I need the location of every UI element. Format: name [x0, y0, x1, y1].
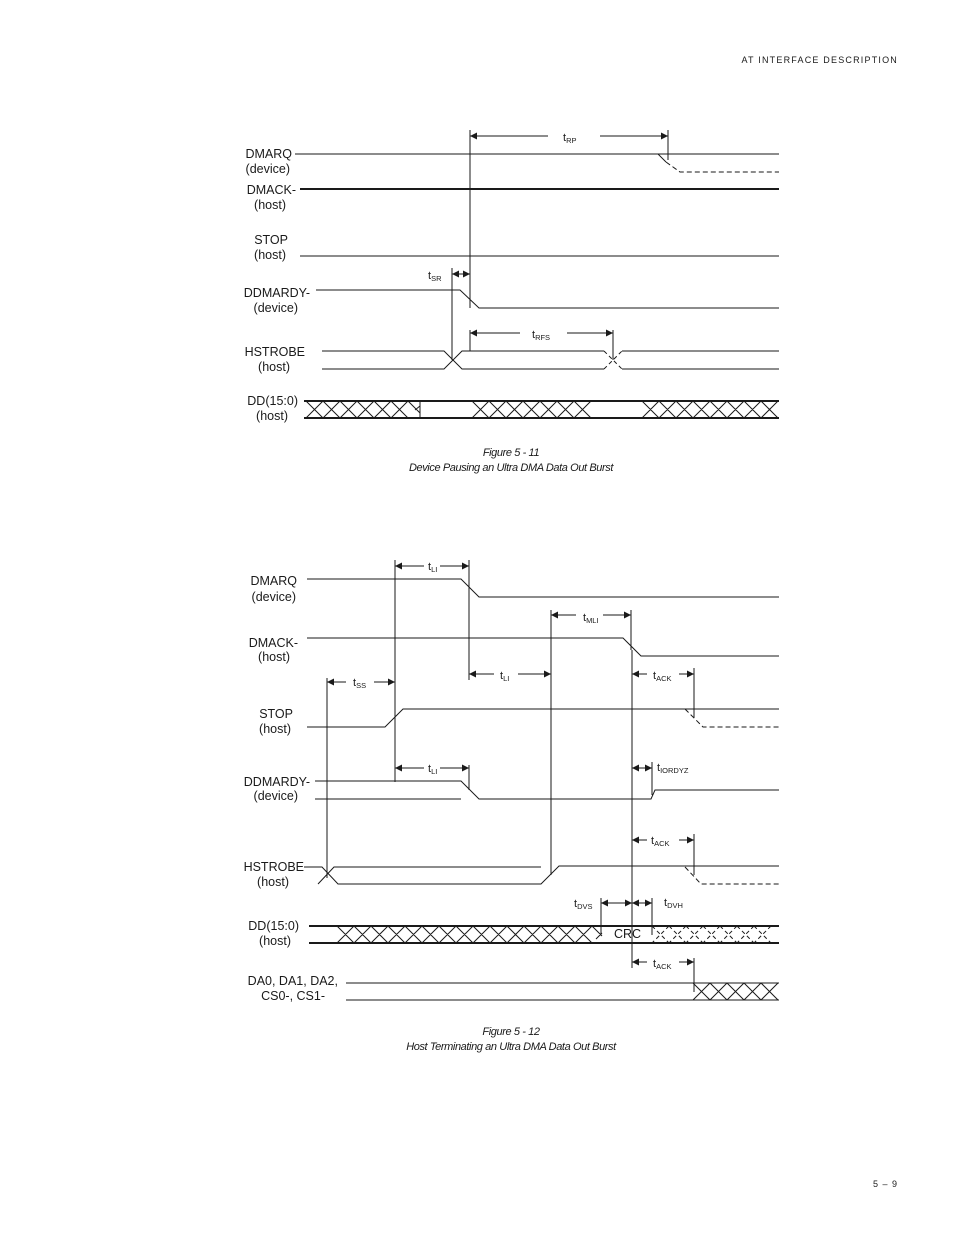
timing-label-trfs: tRFS	[532, 329, 551, 342]
waveform-dd-bus	[304, 401, 779, 418]
timing-label-tdvh: tDVH	[664, 897, 683, 910]
signal-source-dmarq-2: (device)	[251, 590, 296, 604]
waveform-ddmardy-2	[315, 781, 779, 799]
figure-5-12-caption	[0, 1025, 954, 1055]
signal-label-dmack-2: DMACK-	[248, 636, 298, 650]
signal-source-stop-2: (host)	[259, 722, 291, 736]
signal-label-hstrobe-2: HSTROBE	[243, 860, 304, 874]
timing-label-tli-1: tLI	[428, 561, 438, 574]
waveform-dmarq-2	[307, 579, 779, 597]
figure-5-12-diagram	[244, 560, 779, 1003]
signal-source-cs: CS0-, CS1-	[261, 989, 325, 1003]
waveform-stop-2	[307, 709, 779, 727]
timing-label-tack-3: tACK	[653, 958, 672, 971]
signal-source-dd: (host)	[256, 409, 288, 423]
signal-source-hstrobe: (host)	[258, 360, 290, 374]
timing-label-tss: tSS	[353, 677, 367, 690]
signal-source-dd-2: (host)	[259, 934, 291, 948]
figure-5-11-caption	[0, 446, 954, 476]
timing-label-tiordyz: tIORDYZ	[657, 762, 689, 775]
signal-source-ddmardy: (device)	[253, 301, 298, 315]
signal-label-dmack: DMACK-	[246, 183, 296, 197]
figure-5-12-title: Host Terminating an Ultra DMA Data Out Burst	[406, 1041, 616, 1053]
signal-label-stop-2: STOP	[259, 707, 293, 721]
waveform-hstrobe-2	[304, 866, 779, 884]
signal-source-dmarq: (device)	[245, 162, 290, 176]
signal-label-hstrobe: HSTROBE	[244, 345, 305, 359]
timing-label-tli-3: tLI	[428, 763, 438, 776]
waveform-dmack-2	[307, 638, 779, 656]
signal-label-dmarq-2: DMARQ	[250, 574, 297, 588]
waveform-da-cs-bus	[346, 983, 779, 1000]
signal-source-dmack: (host)	[254, 198, 286, 212]
section-header: AT INTERFACE DESCRIPTION	[741, 55, 898, 65]
signal-label-stop: STOP	[254, 233, 288, 247]
figure-5-12-number: Figure 5 - 12	[482, 1026, 540, 1038]
waveform-dd-bus-2	[309, 926, 779, 943]
waveform-ddmardy	[316, 290, 779, 308]
signal-source-dmack-2: (host)	[258, 650, 290, 664]
signal-label-da: DA0, DA1, DA2,	[247, 974, 338, 988]
timing-label-tack-1: tACK	[653, 670, 672, 683]
figure-5-11-number: Figure 5 - 11	[482, 447, 540, 459]
signal-source-stop: (host)	[254, 248, 286, 262]
timing-label-tdvs: tDVS	[574, 898, 593, 911]
waveform-dmarq	[296, 154, 666, 162]
figure-5-11-diagram	[244, 130, 779, 423]
signal-label-dd: DD(15:0)	[247, 394, 298, 408]
signal-label-ddmardy: DDMARDY-	[243, 286, 310, 300]
timing-label-tmli: tMLI	[583, 612, 599, 625]
timing-label-tsr: tSR	[428, 270, 442, 283]
signal-source-hstrobe-2: (host)	[257, 875, 289, 889]
timing-label-tli-2: tLI	[500, 670, 510, 683]
figure-5-11-title: Device Pausing an Ultra DMA Data Out Burst	[408, 462, 614, 474]
page-number: 5 – 9	[872, 1179, 898, 1189]
timing-label-trp: tRP	[563, 132, 577, 145]
signal-label-dmarq: DMARQ	[245, 147, 292, 161]
signal-source-ddmardy-2: (device)	[253, 789, 298, 803]
waveform-hstrobe	[322, 351, 604, 369]
signal-label-dd-2: DD(15:0)	[248, 919, 299, 933]
signal-label-ddmardy-2: DDMARDY-	[243, 775, 310, 789]
crc-label: CRC	[614, 927, 642, 941]
timing-label-tack-2: tACK	[651, 835, 670, 848]
